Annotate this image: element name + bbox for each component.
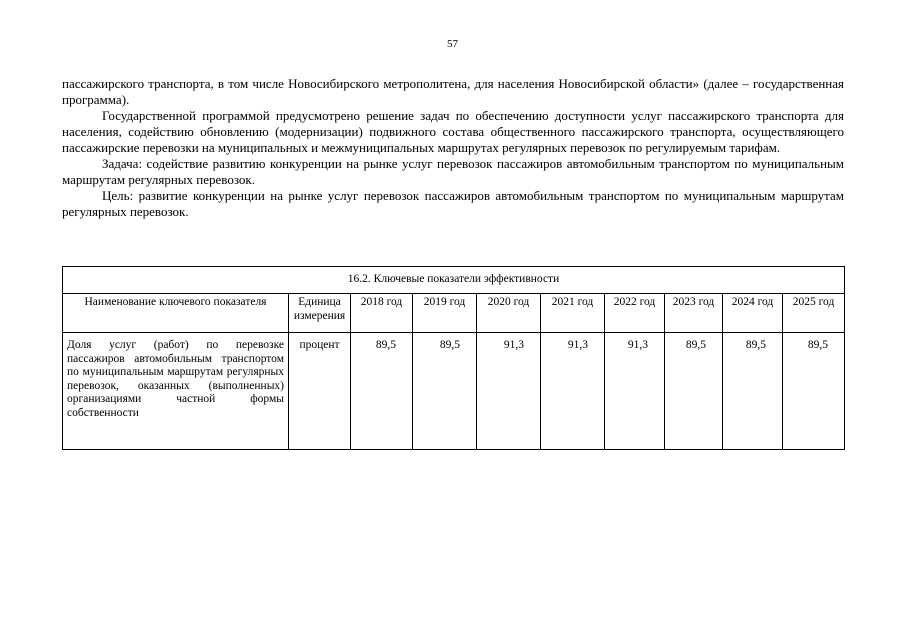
unit-value: процент [289, 333, 351, 450]
header-year: 2022 год [605, 294, 665, 333]
header-year: 2021 год [541, 294, 605, 333]
paragraph: Цель: развитие конкуренции на рынке услуг перевозок пассажиров автомобильным транспортом по муниципальным маршрутам регулярных перевозок. [62, 188, 844, 219]
year-value: 91,3 [477, 333, 541, 450]
year-value: 91,3 [541, 333, 605, 450]
year-value: 89,5 [783, 333, 845, 450]
paragraph: Государственной программой предусмотрено решение задач по обеспечению доступности услуг пассажирского транспорта для населения, содействию обновлению (модернизации) подвижного состава общественного пассажирского транспорта, осуществляющего пассажирские перевозки на муниципальных и межмуниципальных маршрутах регулярных перевозок по регулируемым тарифам. [62, 108, 844, 155]
year-value: 89,5 [351, 333, 413, 450]
year-value: 89,5 [413, 333, 477, 450]
indicator-name: Доля услуг (работ) по перевозке пассажиров автомобильным транспортом по муниципальным маршрутам регулярных перевозок, оказанных (выполненных) организациями частной формы собственности [63, 333, 289, 450]
header-year: 2023 год [665, 294, 723, 333]
header-year: 2019 год [413, 294, 477, 333]
year-value: 89,5 [723, 333, 783, 450]
kpi-table [62, 266, 845, 450]
table-row [63, 333, 845, 450]
page-number: 57 [447, 38, 458, 50]
paragraph: Задача: содействие развитию конкуренции на рынке услуг перевозок пассажиров автомобильным транспортом по муниципальным маршрутам регулярных перевозок. [62, 156, 844, 187]
body-text [62, 76, 844, 220]
table-caption: 16.2. Ключевые показатели эффективности [63, 267, 845, 294]
year-value: 89,5 [665, 333, 723, 450]
header-year: 2024 год [723, 294, 783, 333]
header-indicator: Наименование ключевого показателя [63, 294, 289, 333]
year-value: 91,3 [605, 333, 665, 450]
header-unit: Единица измерения [289, 294, 351, 333]
header-year: 2018 год [351, 294, 413, 333]
header-year: 2025 год [783, 294, 845, 333]
header-year: 2020 год [477, 294, 541, 333]
paragraph: пассажирского транспорта, в том числе Новосибирского метрополитена, для населения Новосибирской области» (далее – государственная программа). [62, 76, 844, 107]
